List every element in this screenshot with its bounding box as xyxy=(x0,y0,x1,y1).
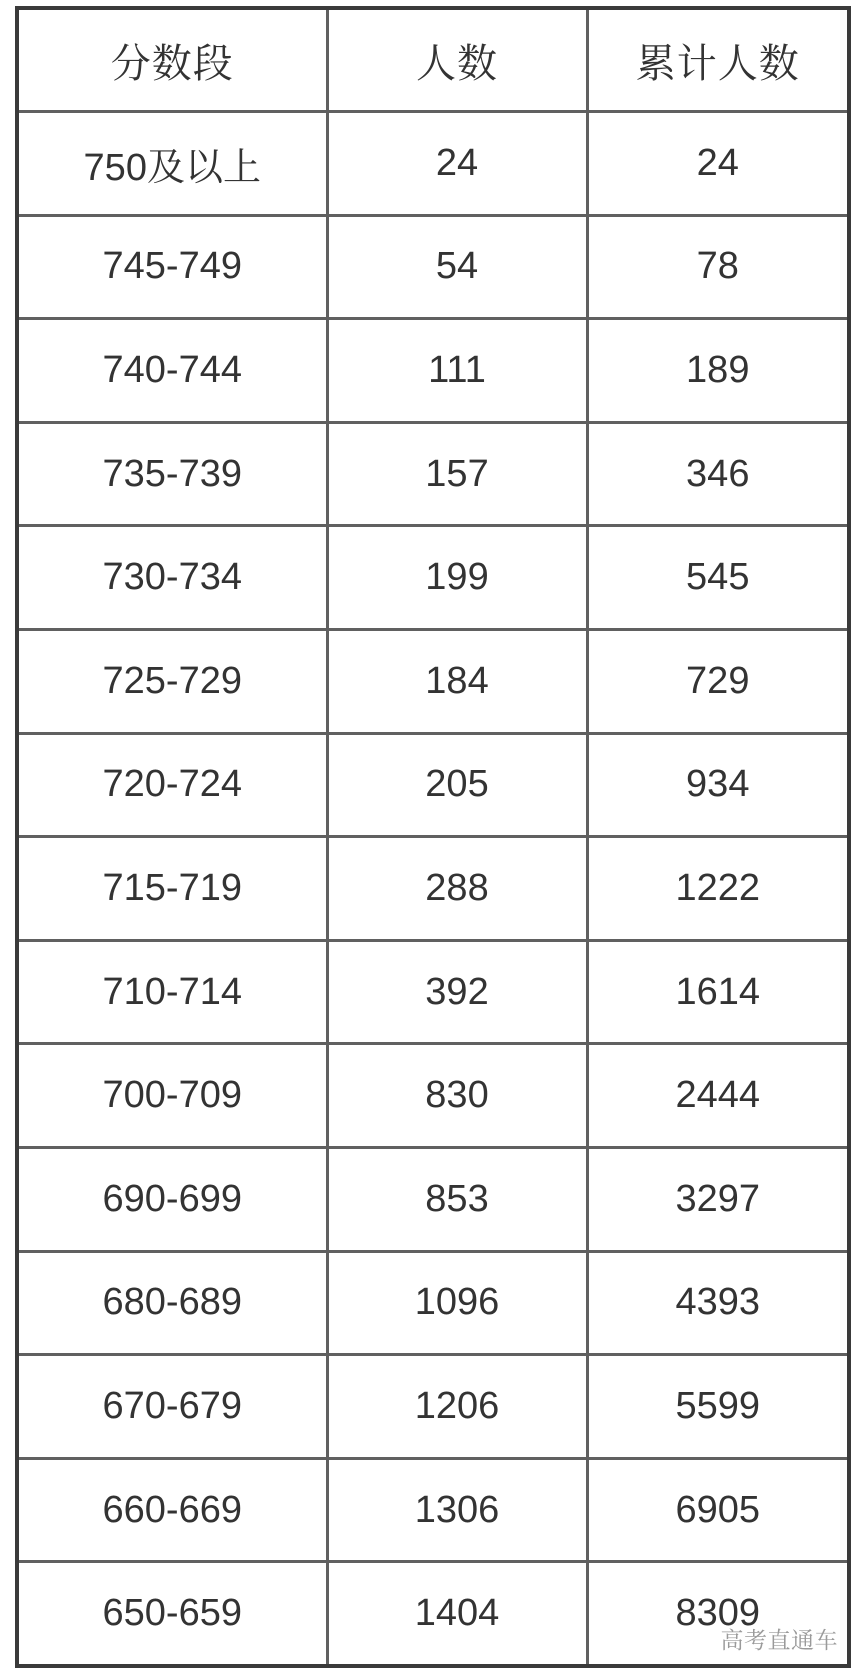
score-segment-table xyxy=(15,6,851,1668)
score-range-cell: 730-734 xyxy=(17,526,327,630)
table-row xyxy=(17,319,849,423)
cumulative-count-cell: 6905 xyxy=(587,1458,849,1562)
table-row xyxy=(17,1458,849,1562)
count-cell: 157 xyxy=(327,422,587,526)
score-range-cell: 700-709 xyxy=(17,1044,327,1148)
count-cell: 1404 xyxy=(327,1562,587,1666)
count-cell: 111 xyxy=(327,319,587,423)
cumulative-count-cell: 2444 xyxy=(587,1044,849,1148)
count-cell: 853 xyxy=(327,1148,587,1252)
table-row xyxy=(17,1148,849,1252)
count-cell: 288 xyxy=(327,837,587,941)
count-cell: 1206 xyxy=(327,1355,587,1459)
table-row xyxy=(17,630,849,734)
header-cell-count: 人数 xyxy=(327,8,587,112)
header-cell-score-range: 分数段 xyxy=(17,8,327,112)
table-row xyxy=(17,1044,849,1148)
score-range-cell: 750及以上 xyxy=(17,112,327,216)
table-row xyxy=(17,1251,849,1355)
cumulative-count-cell: 1222 xyxy=(587,837,849,941)
table-header-row xyxy=(17,8,849,112)
table-row xyxy=(17,422,849,526)
count-cell: 24 xyxy=(327,112,587,216)
count-cell: 392 xyxy=(327,940,587,1044)
count-cell: 184 xyxy=(327,630,587,734)
cumulative-count-cell: 729 xyxy=(587,630,849,734)
cumulative-count-cell: 545 xyxy=(587,526,849,630)
count-cell: 54 xyxy=(327,215,587,319)
score-range-cell: 745-749 xyxy=(17,215,327,319)
cumulative-count-cell: 189 xyxy=(587,319,849,423)
score-range-cell: 735-739 xyxy=(17,422,327,526)
score-range-cell: 725-729 xyxy=(17,630,327,734)
cumulative-count-cell: 8309 xyxy=(587,1562,849,1666)
cumulative-count-cell: 1614 xyxy=(587,940,849,1044)
table-row xyxy=(17,940,849,1044)
count-cell: 1096 xyxy=(327,1251,587,1355)
count-cell: 205 xyxy=(327,733,587,837)
score-range-cell: 650-659 xyxy=(17,1562,327,1666)
score-range-cell: 690-699 xyxy=(17,1148,327,1252)
table-row xyxy=(17,526,849,630)
cumulative-count-cell: 78 xyxy=(587,215,849,319)
table-row xyxy=(17,1355,849,1459)
header-cell-cumulative-count: 累计人数 xyxy=(587,8,849,112)
cumulative-count-cell: 934 xyxy=(587,733,849,837)
score-range-cell: 740-744 xyxy=(17,319,327,423)
cumulative-count-cell: 3297 xyxy=(587,1148,849,1252)
cumulative-count-cell: 346 xyxy=(587,422,849,526)
table-row xyxy=(17,733,849,837)
score-range-cell: 680-689 xyxy=(17,1251,327,1355)
score-range-cell: 660-669 xyxy=(17,1458,327,1562)
score-range-cell: 670-679 xyxy=(17,1355,327,1459)
score-range-cell: 715-719 xyxy=(17,837,327,941)
score-range-cell: 720-724 xyxy=(17,733,327,837)
table-row xyxy=(17,112,849,216)
count-cell: 199 xyxy=(327,526,587,630)
table-row xyxy=(17,837,849,941)
cumulative-count-cell: 24 xyxy=(587,112,849,216)
table-row xyxy=(17,215,849,319)
count-cell: 830 xyxy=(327,1044,587,1148)
cumulative-count-cell: 5599 xyxy=(587,1355,849,1459)
cumulative-count-cell: 4393 xyxy=(587,1251,849,1355)
count-cell: 1306 xyxy=(327,1458,587,1562)
watermark: 高考直通车 xyxy=(720,1627,838,1653)
score-range-cell: 710-714 xyxy=(17,940,327,1044)
